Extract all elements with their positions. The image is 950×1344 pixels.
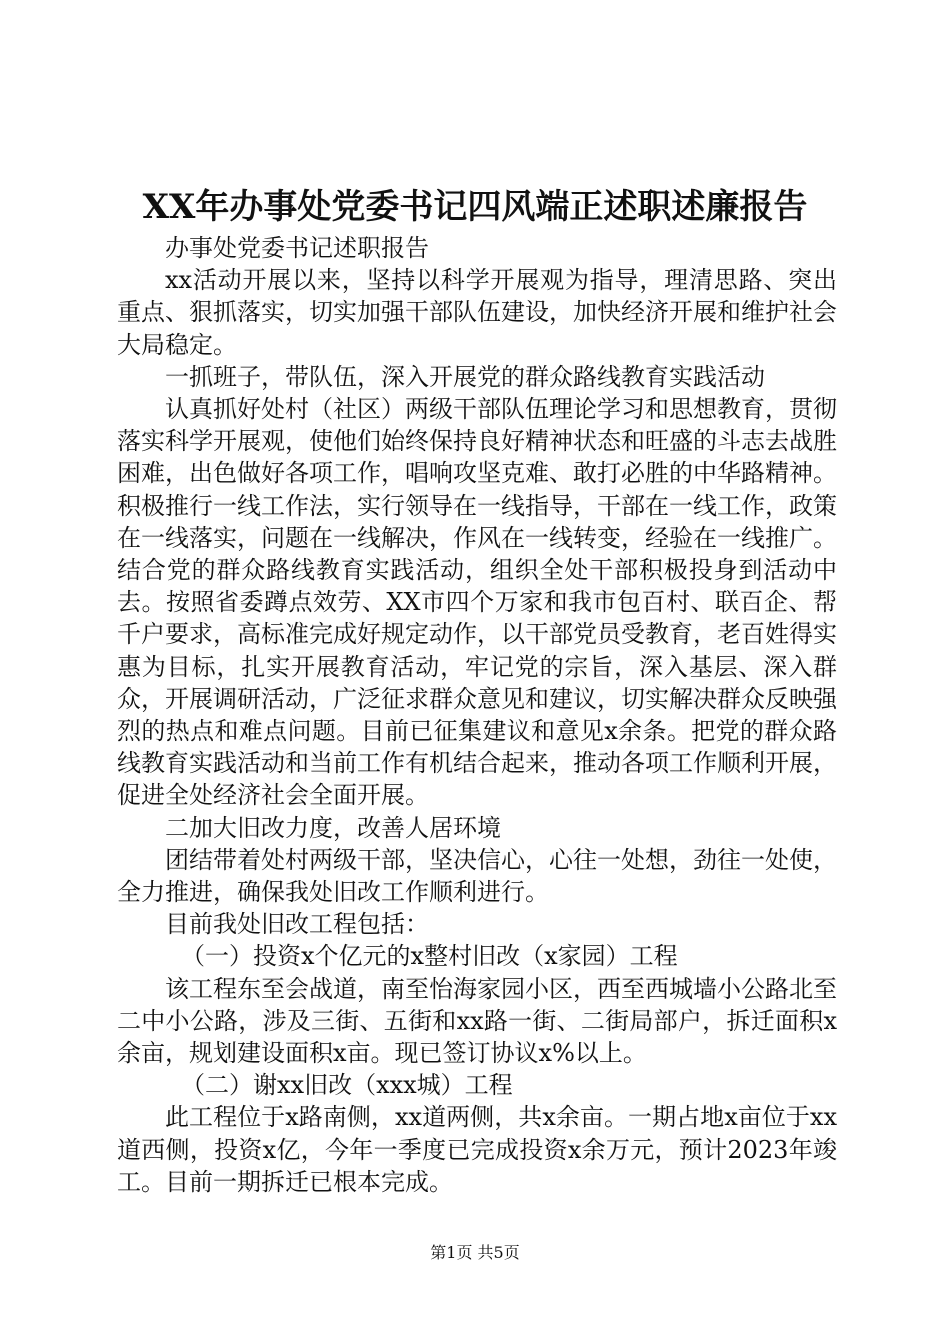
paragraph-report-heading: 办事处党委书记述职报告	[165, 234, 429, 262]
subheading-project-1: （一）投资x个亿元的x整村旧改（x家园）工程	[181, 942, 678, 971]
paragraph-projects-intro: 目前我处旧改工程包括：	[165, 910, 429, 939]
paragraph-section-1: 认真抓好处村（社区）两级干部队伍理论学习和思想教育，贯彻落实科学开展观，使他们始终保持良好精神状态和旺盛的斗志去战胜困难，出色做好各项工作，唱响攻坚克难、敢打必胜的中华路精神。积极推行一线工作法，实行领导在一线指导，干部在一线工作，政策在一线落实，问题在一线解决，作风在一线转变，经验在一线推广。结合党的群众路线教育实践活动，组织全处干部积极投身到活动中去。按照省委蹲点效劳、XX市四个万家和我市包百村、联百企、帮千户要求，高标准完成好规定动作，以干部党员受教育，老百姓得实惠为目标，扎实开展教育活动，牢记党的宗旨，深入基层、深入群众，开展调研活动，广泛征求群众意见和建议，切实解决群众反映强烈的热点和难点问题。目前已征集建议和意见x余条。把党的群众路线教育实践活动和当前工作有机结合起来，推动各项工作顺利开展，促进全处经济社会全面开展。	[117, 395, 837, 810]
paragraph-section-2: 团结带着处村两级干部，坚决信心，心往一处想，劲往一处使，全力推进，确保我处旧改工作顺利进行。	[117, 845, 837, 907]
paragraph-project-1: 该工程东至会战道，南至怡海家园小区，西至西城墙小公路北至二中小公路，涉及三街、五街和xx路一街、二街局部户，拆迁面积x余亩，规划建设面积x亩。现已签订协议x%以上。	[117, 974, 837, 1068]
page-number-footer: 第1页 共5页	[430, 1243, 520, 1262]
section-heading-1: 一抓班子，带队伍，深入开展党的群众路线教育实践活动	[165, 362, 765, 391]
paragraph-project-2: 此工程位于x路南侧，xx道两侧，共x余亩。一期占地x亩位于xx道西侧，投资x亿，今年一季度已完成投资x余万元，预计2023年竣工。目前一期拆迁已根本完成。	[117, 1103, 837, 1196]
document-title: XX年办事处党委书记四风端正述职述廉报告	[142, 187, 808, 227]
document-body	[117, 232, 837, 1198]
section-heading-2: 二加大旧改力度，改善人居环境	[165, 813, 501, 842]
subheading-project-2: （二）谢xx旧改（xxx城）工程	[181, 1071, 513, 1100]
paragraph-intro: xx活动开展以来，坚持以科学开展观为指导，理清思路、突出重点、狠抓落实，切实加强干部队伍建设，加快经济开展和维护社会大局稳定。	[117, 266, 837, 359]
